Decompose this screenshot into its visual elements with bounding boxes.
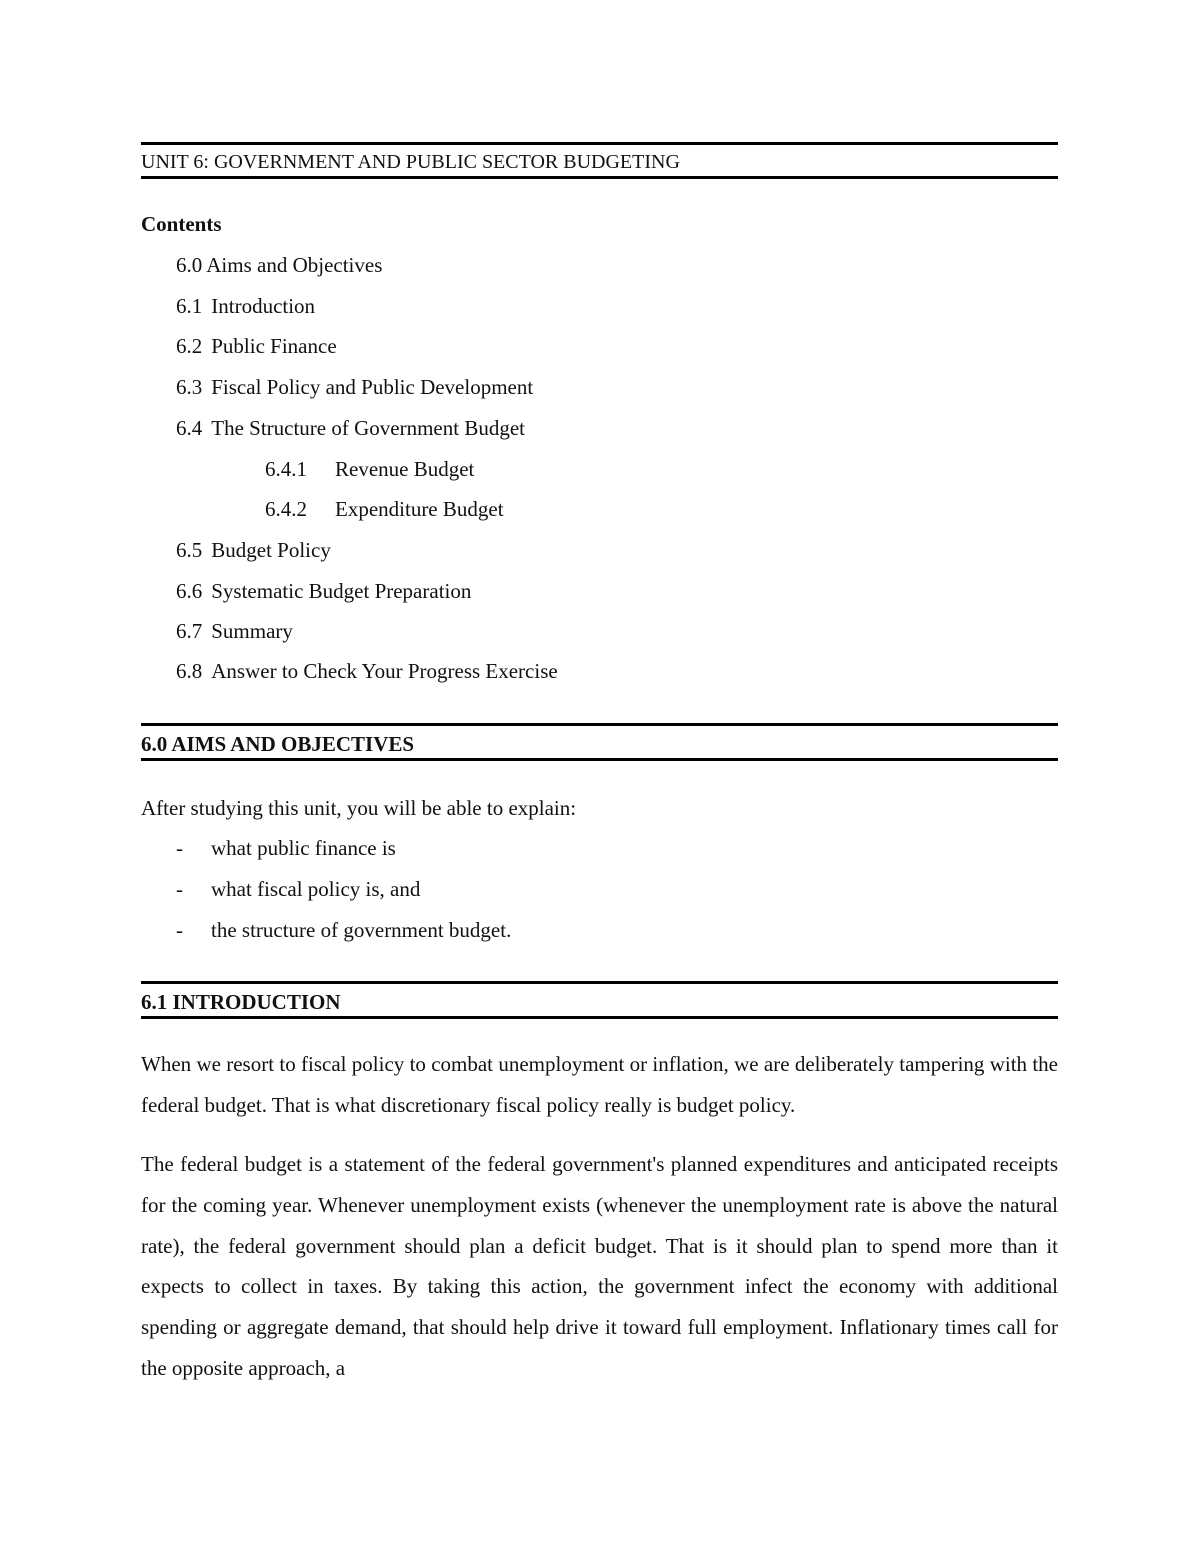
toc-item-6-4[interactable] xyxy=(176,415,525,441)
introduction-heading: 6.1 INTRODUCTION xyxy=(141,990,341,1014)
aims-intro: After studying this unit, you will be able to explain: xyxy=(141,796,577,820)
toc-label: Answer to Check Your Progress Exercise xyxy=(211,659,558,683)
toc-label: Fiscal Policy and Public Development xyxy=(211,375,534,399)
bullet-dash: - xyxy=(176,836,183,860)
toc-number: 6.7 xyxy=(176,619,203,643)
aims-heading-band xyxy=(141,723,1058,761)
toc-label: Aims and Objectives xyxy=(206,253,383,277)
toc-item-6-7[interactable] xyxy=(176,618,293,644)
toc-item-6-3[interactable] xyxy=(176,374,533,400)
bullet-text: what fiscal policy is, and xyxy=(211,877,421,901)
bullet-dash: - xyxy=(176,918,183,942)
toc-number: 6.2 xyxy=(176,334,203,358)
toc-item-6-4-1[interactable] xyxy=(265,456,474,482)
aims-heading: 6.0 AIMS AND OBJECTIVES xyxy=(141,732,415,756)
introduction-paragraph-2: The federal budget is a statement of the federal government's planned expenditures and anticipated receipts for the coming year. Whenever unemployment exists (whenever the unemployment rate is above the natural rate), the federal government should plan a deficit budget. That is it should plan to spend more than it expects to collect in taxes. By taking this action, the government infect the economy with additional spending or aggregate demand, that should help drive it toward full employment. Inflationary times call for the opposite approach, a xyxy=(141,1152,1058,1380)
toc-number: 6.4.2 xyxy=(265,497,307,521)
toc-item-6-2[interactable] xyxy=(176,333,337,359)
bullet-text: the structure of government budget. xyxy=(211,918,512,942)
introduction-heading-band xyxy=(141,981,1058,1019)
toc-number: 6.5 xyxy=(176,538,203,562)
introduction-paragraph-1: When we resort to fiscal policy to combat unemployment or inflation, we are deliberately tampering with the federal budget. That is what discretionary fiscal policy really is budget policy. xyxy=(141,1052,1058,1117)
contents-title: Contents xyxy=(141,212,222,236)
toc-item-6-8[interactable] xyxy=(176,658,558,684)
toc-item-6-1[interactable] xyxy=(176,293,315,319)
unit-heading-band xyxy=(141,142,1058,179)
bullet-text: what public finance is xyxy=(211,836,396,860)
toc-number: 6.3 xyxy=(176,375,203,399)
toc-label: Expenditure Budget xyxy=(335,497,504,521)
toc-number: 6.8 xyxy=(176,659,203,683)
toc-label: Public Finance xyxy=(211,334,337,358)
toc-label: Revenue Budget xyxy=(335,457,475,481)
toc-label: Systematic Budget Preparation xyxy=(211,579,472,603)
toc-number: 6.4 xyxy=(176,416,203,440)
toc-number: 6.6 xyxy=(176,579,203,603)
toc-label: Introduction xyxy=(211,294,316,318)
toc-label: Budget Policy xyxy=(211,538,331,562)
toc-number: 6.4.1 xyxy=(265,457,307,481)
toc-item-6-6[interactable] xyxy=(176,578,471,604)
toc-item-6-5[interactable] xyxy=(176,537,331,563)
toc-number: 6.1 xyxy=(176,294,203,318)
bullet-dash: - xyxy=(176,877,183,901)
toc-item-6-4-2[interactable] xyxy=(265,496,504,522)
unit-heading: UNIT 6: GOVERNMENT AND PUBLIC SECTOR BUDGETING xyxy=(141,151,680,173)
toc-item-6-0[interactable] xyxy=(176,252,382,278)
toc-label: The Structure of Government Budget xyxy=(211,416,525,440)
toc-label: Summary xyxy=(211,619,293,643)
toc-number: 6.0 xyxy=(176,253,203,277)
